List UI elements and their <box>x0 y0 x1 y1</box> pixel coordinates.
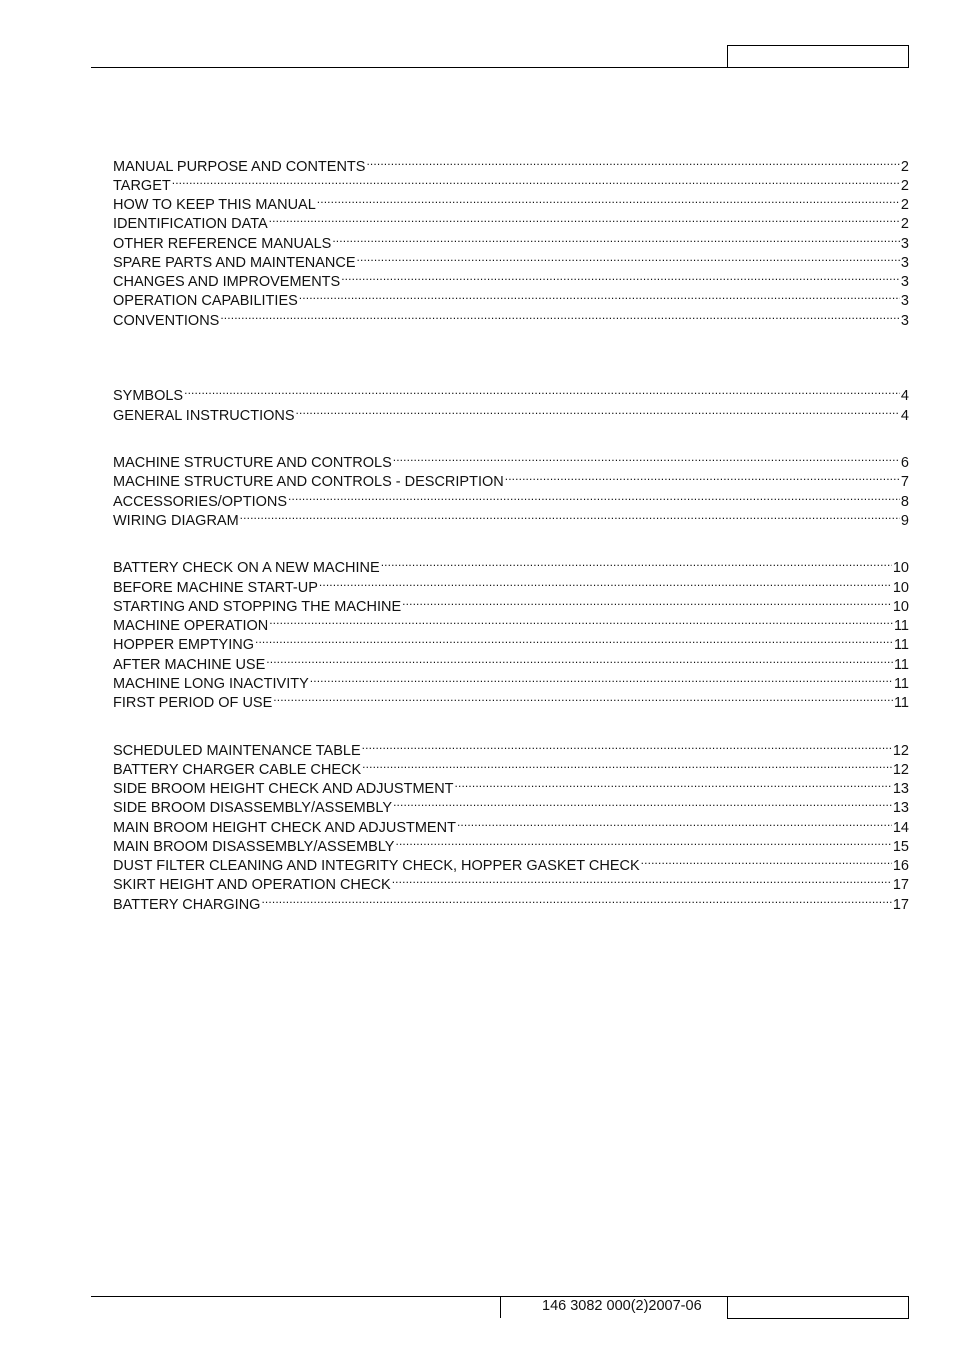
toc-entry-title: SCHEDULED MAINTENANCE TABLE <box>113 743 361 759</box>
toc-entry-page: 9 <box>900 513 909 529</box>
toc-entry-page: 2 <box>900 178 909 194</box>
toc-leader-dots <box>362 755 892 774</box>
toc-entry-title: MACHINE STRUCTURE AND CONTROLS <box>113 455 392 471</box>
toc-entry[interactable] <box>113 793 909 816</box>
toc-entry-title: OPERATION CAPABILITIES <box>113 293 298 309</box>
toc-entry[interactable] <box>113 209 909 232</box>
toc-entry[interactable] <box>113 669 909 692</box>
toc-entry-title: HOPPER EMPTYING <box>113 637 254 653</box>
toc-entry-title: DUST FILTER CLEANING AND INTEGRITY CHECK, HOPPER GASKET CHECK <box>113 858 640 874</box>
toc-entry-title: SIDE BROOM HEIGHT CHECK AND ADJUSTMENT <box>113 781 454 797</box>
toc-leader-dots <box>402 592 892 611</box>
toc-leader-dots <box>332 229 900 248</box>
toc-leader-dots <box>220 306 900 325</box>
toc-entry[interactable] <box>113 611 909 634</box>
toc-leader-dots <box>641 851 892 870</box>
toc-entry-page: 16 <box>892 858 909 874</box>
toc-entry-page: 14 <box>892 820 909 836</box>
toc-entry-page: 2 <box>900 216 909 232</box>
toc-entry[interactable] <box>113 755 909 778</box>
toc-entry-title: SKIRT HEIGHT AND OPERATION CHECK <box>113 877 391 893</box>
toc-entry[interactable] <box>113 774 909 797</box>
toc-leader-dots <box>269 611 893 630</box>
toc-leader-dots <box>395 832 891 851</box>
toc-entry-page: 3 <box>900 236 909 252</box>
toc-entry-title: HOW TO KEEP THIS MANUAL <box>113 197 316 213</box>
toc-entry-title: TARGET <box>113 178 171 194</box>
toc-entry-title: SPARE PARTS AND MAINTENANCE <box>113 255 356 271</box>
toc-entry[interactable] <box>113 688 909 711</box>
toc-entry-page: 10 <box>892 580 909 596</box>
footer-divider <box>500 1296 501 1318</box>
toc-entry-page: 4 <box>900 408 909 424</box>
toc-entry[interactable] <box>113 736 909 759</box>
toc-leader-dots <box>457 813 892 832</box>
toc-entry-page: 4 <box>900 388 909 404</box>
toc-entry-page: 11 <box>893 695 909 711</box>
toc-entry[interactable] <box>113 832 909 855</box>
toc-entry[interactable] <box>113 190 909 213</box>
toc-entry[interactable] <box>113 401 909 424</box>
toc-leader-dots <box>172 171 900 190</box>
toc-leader-dots <box>261 890 891 909</box>
toc-leader-dots <box>392 870 892 889</box>
toc-entry-page: 17 <box>892 897 909 913</box>
toc-entry[interactable] <box>113 467 909 490</box>
toc-leader-dots <box>317 190 900 209</box>
toc-entry-title: CHANGES AND IMPROVEMENTS <box>113 274 341 290</box>
toc-entry[interactable] <box>113 152 909 175</box>
footer-box <box>727 1296 909 1319</box>
toc-entry-title: IDENTIFICATION DATA <box>113 216 268 232</box>
toc-entry-page: 10 <box>892 599 909 615</box>
toc-leader-dots <box>184 381 900 400</box>
toc-entry[interactable] <box>113 851 909 874</box>
toc-entry-title: MANUAL PURPOSE AND CONTENTS <box>113 159 366 175</box>
toc-entry-page: 12 <box>892 743 909 759</box>
toc-leader-dots <box>299 286 900 305</box>
toc-entry-page: 12 <box>892 762 909 778</box>
toc-leader-dots <box>381 553 892 572</box>
toc-entry[interactable] <box>113 248 909 271</box>
toc-leader-dots <box>505 467 900 486</box>
toc-entry-page: 10 <box>892 560 909 576</box>
toc-entry-page: 3 <box>900 313 909 329</box>
toc-entry[interactable] <box>113 306 909 329</box>
toc-entry[interactable] <box>113 448 909 471</box>
toc-entry-page: 3 <box>900 255 909 271</box>
toc-entry-page: 8 <box>900 494 909 510</box>
toc-entry-title: BATTERY CHARGING <box>113 897 261 913</box>
toc-entry-title: BEFORE MACHINE START-UP <box>113 580 318 596</box>
toc-leader-dots <box>255 630 893 649</box>
toc-leader-dots <box>288 487 900 506</box>
toc-entry-page: 2 <box>900 197 909 213</box>
toc-entry-page: 6 <box>900 455 909 471</box>
toc-entry[interactable] <box>113 813 909 836</box>
toc-entry-title: MAIN BROOM HEIGHT CHECK AND ADJUSTMENT <box>113 820 456 836</box>
toc-entry-page: 3 <box>900 293 909 309</box>
table-of-contents <box>113 0 909 1350</box>
toc-entry-page: 11 <box>893 676 909 692</box>
toc-entry-page: 7 <box>900 474 909 490</box>
toc-entry[interactable] <box>113 267 909 290</box>
toc-leader-dots <box>341 267 900 286</box>
toc-entry[interactable] <box>113 381 909 404</box>
toc-entry-title: MACHINE OPERATION <box>113 618 269 634</box>
toc-leader-dots <box>393 448 900 467</box>
toc-entry-title: SYMBOLS <box>113 388 184 404</box>
toc-entry-title: ACCESSORIES/OPTIONS <box>113 494 288 510</box>
toc-entry[interactable] <box>113 506 909 529</box>
toc-entry-title: MACHINE STRUCTURE AND CONTROLS - DESCRIPTION <box>113 474 504 490</box>
toc-entry-title: BATTERY CHARGER CABLE CHECK <box>113 762 362 778</box>
toc-entry-title: FIRST PERIOD OF USE <box>113 695 273 711</box>
toc-leader-dots <box>269 209 900 228</box>
toc-entry-title: SIDE BROOM DISASSEMBLY/ASSEMBLY <box>113 800 393 816</box>
toc-entry-page: 17 <box>892 877 909 893</box>
toc-entry-title: GENERAL INSTRUCTIONS <box>113 408 295 424</box>
toc-entry[interactable] <box>113 890 909 913</box>
toc-leader-dots <box>362 736 892 755</box>
toc-entry-page: 11 <box>893 637 909 653</box>
toc-entry-page: 3 <box>900 274 909 290</box>
toc-leader-dots <box>266 650 893 669</box>
toc-leader-dots <box>319 573 892 592</box>
toc-entry[interactable] <box>113 592 909 615</box>
toc-leader-dots <box>393 793 892 812</box>
toc-entry-title: CONVENTIONS <box>113 313 220 329</box>
toc-entry[interactable] <box>113 487 909 510</box>
toc-entry-title: AFTER MACHINE USE <box>113 657 266 673</box>
toc-entry-title: WIRING DIAGRAM <box>113 513 239 529</box>
document-code: 146 3082 000(2)2007-06 <box>542 1298 702 1314</box>
toc-entry[interactable] <box>113 286 909 309</box>
toc-entry-page: 11 <box>893 657 909 673</box>
toc-leader-dots <box>273 688 893 707</box>
toc-entry-title: STARTING AND STOPPING THE MACHINE <box>113 599 402 615</box>
toc-entry[interactable] <box>113 870 909 893</box>
toc-entry-page: 13 <box>892 781 909 797</box>
toc-leader-dots <box>455 774 892 793</box>
toc-entry[interactable] <box>113 630 909 653</box>
toc-entry-title: BATTERY CHECK ON A NEW MACHINE <box>113 560 380 576</box>
toc-entry[interactable] <box>113 573 909 596</box>
toc-entry-title: MACHINE LONG INACTIVITY <box>113 676 309 692</box>
toc-leader-dots <box>296 401 900 420</box>
toc-leader-dots <box>240 506 900 525</box>
toc-entry[interactable] <box>113 171 909 194</box>
toc-leader-dots <box>366 152 899 171</box>
toc-entry[interactable] <box>113 229 909 252</box>
toc-entry[interactable] <box>113 650 909 673</box>
toc-entry-page: 11 <box>893 618 909 634</box>
toc-entry-page: 13 <box>892 800 909 816</box>
toc-leader-dots <box>310 669 893 688</box>
toc-entry-page: 2 <box>900 159 909 175</box>
toc-entry[interactable] <box>113 553 909 576</box>
toc-entry-title: OTHER REFERENCE MANUALS <box>113 236 332 252</box>
toc-entry-title: MAIN BROOM DISASSEMBLY/ASSEMBLY <box>113 839 395 855</box>
toc-leader-dots <box>357 248 900 267</box>
toc-entry-page: 15 <box>892 839 909 855</box>
